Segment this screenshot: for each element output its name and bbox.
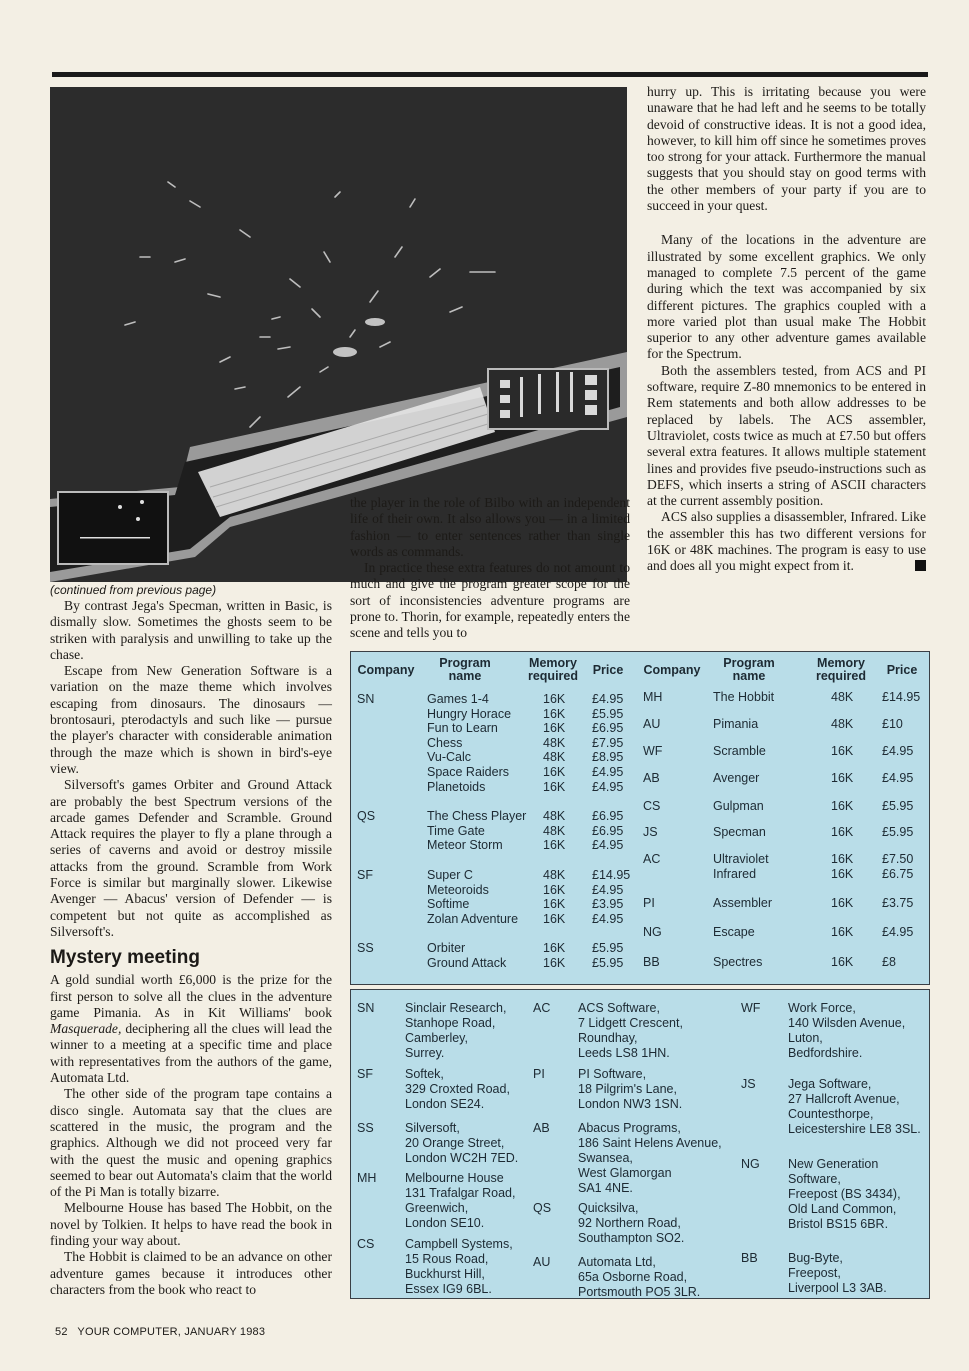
header-memory: Memory required (527, 656, 578, 683)
program-name: Infrared (713, 866, 757, 881)
article-paragraph: By contrast Jega's Specman, written in Basic, is dismally slow. Sometimes the ghosts seem to be striken with paralysis and unwilling to take up the chase. (50, 598, 332, 662)
address-line: Silversoft, (405, 1121, 460, 1135)
address-line: 7 Lidgett Crescent, (578, 1016, 683, 1030)
article-paragraph: Escape from New Generation Software is a variation on the maze theme which involves escaping from dinosaurs. The dinosaurs — brontosauri, pterodactyls and such like — pursue the player's character with considerable animation through the maze which is shown in bird's-eye view. (50, 663, 332, 776)
memory-required: 16K (543, 765, 566, 779)
address-line: SA1 4NE. (578, 1181, 633, 1195)
price: £7.95 (592, 735, 624, 750)
table-company-code: AC (643, 852, 661, 866)
address-line: 15 Rous Road, (405, 1252, 489, 1266)
address-line: 140 Wilsden Avenue, (788, 1016, 906, 1030)
address-line: West Glamorgan (578, 1166, 672, 1180)
address-line: Leeds LS8 1HN. (578, 1046, 670, 1060)
memory-required: 16K (831, 866, 854, 881)
address-line: 329 Croxted Road, (405, 1082, 510, 1096)
address-line: 92 Northern Road, (578, 1216, 681, 1230)
article-paragraph: ACS also supplies a disassembler, Infrared. Like the assembler this has two different versions for 16K or 48K machines. The program is easy to use and does all you might expect from it. (647, 509, 926, 574)
program-name: Games 1-4 (427, 692, 489, 706)
price: £4.95 (592, 911, 624, 926)
price: £5.95 (592, 941, 624, 955)
memory-required: 16K (831, 799, 854, 813)
price: £6.95 (592, 823, 624, 838)
memory-required: 16K (543, 882, 566, 897)
address-line: 131 Trafalgar Road, (405, 1186, 516, 1200)
right-column (647, 84, 926, 575)
price: £6.75 (882, 866, 914, 881)
program-name: Fun to Learn (427, 721, 498, 736)
memory-required: 16K (543, 838, 566, 853)
program-name: Avenger (713, 771, 760, 785)
address-line: London WC2H 7ED. (405, 1151, 519, 1165)
program-name: Ground Attack (427, 955, 507, 970)
address-line: Freepost, (788, 1266, 841, 1280)
address-company-code: PI (533, 1067, 545, 1081)
address-company-code: QS (533, 1201, 552, 1215)
address-company-code: MH (357, 1171, 377, 1185)
address-line: Bedfordshire. (788, 1046, 863, 1060)
header-program: Program name (723, 656, 775, 683)
address-line: 186 Saint Helens Avenue, (578, 1136, 722, 1150)
program-name: Super C (427, 868, 473, 882)
table-company-code: JS (643, 825, 658, 839)
price: £4.95 (882, 744, 914, 758)
header-price: Price (886, 663, 918, 677)
address-line: Softek, (405, 1067, 444, 1081)
address-company-code: WF (741, 1001, 761, 1015)
memory-required: 16K (543, 941, 566, 955)
price: £5.95 (592, 955, 624, 970)
address-line: Surrey. (405, 1046, 445, 1060)
address-line: London NW3 1SN. (578, 1097, 683, 1111)
header-memory: Memory required (815, 656, 866, 683)
program-name: Scramble (713, 744, 766, 758)
program-name: Assembler (713, 896, 773, 910)
article-paragraph: Many of the locations in the adventure are illustrated by some excellent graphics. We only managed to complete 7.5 percent of the game during which the text was accompanied by six different pictures. The graphics coupled with a more varied plot than usual make The Hobbit superior to any other adventure games available for the Spectrum. (647, 232, 926, 362)
memory-required: 48K (543, 823, 566, 838)
address-line: London SE10. (405, 1216, 485, 1230)
address-line: PI Software, (578, 1067, 647, 1081)
header-program: Program name (439, 656, 491, 683)
article-paragraph: The other side of the program tape contains a disco single. Automata say that the clues are scattered in the music, the program and the graphics. Although we did not proceed very far with the quest the music and opening graphics seemed to bear out Automata's claim that the world of the Pi Man is totally bizarre. (50, 1086, 332, 1200)
table-company-code: AU (643, 717, 661, 731)
address-company-code: AB (533, 1121, 550, 1135)
price: £10 (882, 717, 903, 731)
article-paragraph: hurry up. This is irritating because you were unaware that he had left and he seems to be totally devoid of constructive ideas. It is not a good idea, however, to kill him off since he sometimes proves too strong for your attack. Furthermore the manual suggests that you should stay on good terms with the other members of your party if you are to succeed in your quest. (647, 84, 926, 214)
memory-required: 16K (831, 771, 854, 785)
price: £6.95 (592, 809, 624, 823)
price: £4.95 (882, 771, 914, 785)
table-company-code: WF (643, 744, 663, 758)
price-table (350, 651, 930, 985)
article-paragraph: Silversoft's games Orbiter and Ground Attack are probably the best Spectrum versions of the arcade games Defender and Scramble. Ground Attack requires the player to fly a plane through a series of caverns and avoid or destroy missile attacks from the ground. Scramble from Work Force is similar but marginally slower. Likewise Avenger — Abacus' version of Defender — is competent but not quite as accomplished as Silversoft's. (50, 777, 332, 939)
address-line: 18 Pilgrim's Lane, (578, 1082, 677, 1096)
program-name: Meteoroids (427, 882, 489, 897)
table-company-code: CS (643, 799, 661, 813)
program-name: Chess (427, 735, 463, 750)
table-company-code: NG (643, 925, 662, 939)
memory-required: 16K (831, 896, 854, 910)
table-company-code: MH (643, 690, 663, 704)
address-line: Essex IG9 6BL. (405, 1282, 492, 1296)
program-name: Hungry Horace (427, 706, 512, 721)
address-line: Old Land Common, (788, 1202, 897, 1216)
program-name: Vu-Calc (427, 750, 471, 765)
program-name: Escape (713, 925, 755, 939)
book-title: Masquerade, (50, 1021, 122, 1037)
address-line: Bristol BS15 6BR. (788, 1217, 889, 1231)
page-number: 52 (55, 1326, 68, 1338)
article-paragraph: A gold sundial worth £6,000 is the prize for the first person to solve all the clues in the adventure game Pimania. As in Kit Williams' book Masquerade, deciphering all the clues will lead the winner to a meeting at a specific time and place with representatives from the authors of the game, Automata Ltd. (50, 972, 332, 1086)
price: £4.95 (592, 692, 624, 706)
address-line: 27 Hallcroft Avenue, (788, 1092, 900, 1106)
table-company-code: QS (357, 809, 376, 823)
header-price: Price (592, 663, 624, 677)
price: £3.75 (882, 896, 914, 910)
program-name: The Hobbit (713, 690, 775, 704)
table-company-code: PI (643, 896, 655, 910)
price: £7.50 (882, 852, 914, 866)
address-line: Southampton SO2. (578, 1231, 685, 1245)
memory-required: 16K (543, 955, 566, 970)
program-name: Spectres (713, 955, 763, 969)
price: £5.95 (882, 825, 914, 839)
address-company-code: AC (533, 1001, 551, 1015)
section-heading: Mystery meeting (50, 947, 200, 969)
address-line: Freepost (BS 3434), (788, 1187, 901, 1201)
address-line: Countesthorpe, (788, 1107, 874, 1121)
memory-required: 16K (831, 852, 854, 866)
address-line: Luton, (788, 1031, 823, 1045)
memory-required: 16K (543, 692, 566, 706)
magazine-issue: YOUR COMPUTER, JANUARY 1983 (77, 1326, 266, 1338)
address-line: Greenwich, (405, 1201, 469, 1215)
address-line: Sinclair Research, (405, 1001, 507, 1015)
memory-required: 16K (543, 897, 566, 912)
table-company-code: AB (643, 771, 660, 785)
address-line: Liverpool L3 3AB. (788, 1281, 887, 1295)
price: £8.95 (592, 750, 624, 765)
address-line: Leicestershire LE8 3SL. (788, 1122, 921, 1136)
table-company-code: SF (357, 868, 373, 882)
memory-required: 16K (831, 925, 854, 939)
address-line: Bug-Byte, (788, 1251, 843, 1265)
memory-required: 16K (831, 955, 854, 969)
address-line: 20 Orange Street, (405, 1136, 505, 1150)
program-name: Ultraviolet (713, 852, 769, 866)
program-name: Meteor Storm (427, 838, 503, 853)
address-line: Quicksilva, (578, 1201, 639, 1215)
header-company: Company (357, 663, 415, 677)
price: £5.95 (882, 799, 914, 813)
memory-required: 48K (831, 690, 854, 704)
address-line: Melbourne House (405, 1171, 504, 1185)
price: £8 (882, 955, 896, 969)
memory-required: 16K (831, 825, 854, 839)
program-name: Softime (427, 897, 470, 912)
continued-caption: (continued from previous page) (50, 583, 217, 597)
price: £4.95 (592, 765, 624, 779)
program-name: Planetoids (427, 779, 486, 794)
memory-required: 48K (543, 868, 566, 882)
address-company-code: SS (357, 1121, 374, 1135)
program-name: The Chess Player (427, 809, 527, 823)
article-paragraph: Both the assemblers tested, from ACS and PI software, require Z-80 mnemonics to be entered in Rem statements and both allow addresses to be replaced by labels. The ACS assembler, Ultraviolet, costs twice as much at £7.50 but offers several extra features. It allows multiple statement lines and provides five pseudo-instructions such as DEFS, which inserts a string of ASCII characters at the current assembly position. (647, 362, 926, 509)
price: £6.95 (592, 721, 624, 736)
article-paragraph: the player in the role of Bilbo with an independent life of their own. It also allows you — in a limited fashion — to enter sentences rather than single words as commands. (350, 495, 630, 559)
table-company-code: SS (357, 941, 374, 955)
article-paragraph: Melbourne House has based The Hobbit, on the novel by Tolkien. It helps to have read the book in finding your way about. (50, 1200, 332, 1248)
article-paragraph: In practice these extra features do not amount to much and give the program greater scope for the sort of inconsistencies adventure programs are prone to. Thorin, for example, repeatedly enters the scene and tells you to (350, 560, 630, 641)
address-line: Buckhurst Hill, (405, 1267, 485, 1281)
memory-required: 16K (543, 721, 566, 736)
left-column (50, 583, 332, 1298)
address-line: Abacus Programs, (578, 1121, 681, 1135)
header-company: Company (643, 663, 701, 677)
address-company-code: NG (741, 1157, 760, 1171)
address-line: Portsmouth PO5 3LR. (578, 1285, 701, 1299)
memory-required: 48K (543, 750, 566, 765)
address-line: ACS Software, (578, 1001, 660, 1015)
address-list (350, 989, 930, 1299)
address-company-code: AU (533, 1255, 551, 1269)
price: £4.95 (592, 882, 624, 897)
end-of-article-mark (915, 560, 926, 571)
address-company-code: BB (741, 1251, 758, 1265)
top-rule (52, 72, 928, 77)
program-name: Time Gate (427, 823, 485, 838)
program-name: Space Raiders (427, 765, 509, 779)
address-line: Camberley, (405, 1031, 468, 1045)
memory-required: 16K (543, 706, 566, 721)
address-line: Stanhope Road, (405, 1016, 496, 1030)
page-footer (55, 1326, 265, 1338)
price: £4.95 (882, 925, 914, 939)
address-line: London SE24. (405, 1097, 485, 1111)
table-company-code: BB (643, 955, 660, 969)
program-name: Specman (713, 825, 766, 839)
program-name: Pimania (713, 717, 759, 731)
memory-required: 48K (831, 717, 854, 731)
address-line: Automata Ltd, (578, 1255, 656, 1269)
memory-required: 16K (543, 911, 566, 926)
price: £14.95 (882, 690, 921, 704)
address-company-code: JS (741, 1077, 756, 1091)
memory-required: 48K (543, 809, 566, 823)
program-name: Zolan Adventure (427, 911, 519, 926)
address-line: 65a Osborne Road, (578, 1270, 688, 1284)
price: £14.95 (592, 868, 631, 882)
table-company-code: SN (357, 692, 375, 706)
program-name: Gulpman (713, 799, 764, 813)
address-line: Roundhay, (578, 1031, 638, 1045)
program-name: Orbiter (427, 941, 466, 955)
address-line: Work Force, (788, 1001, 856, 1015)
article-paragraph: The Hobbit is claimed to be an advance on other adventure games because it introduces other characters from the book who react to (50, 1249, 332, 1297)
address-line: New Generation (788, 1157, 879, 1171)
address-line: Jega Software, (788, 1077, 872, 1091)
memory-required: 16K (831, 744, 854, 758)
memory-required: 16K (543, 779, 566, 794)
price: £4.95 (592, 779, 624, 794)
address-company-code: CS (357, 1237, 375, 1251)
address-company-code: SN (357, 1001, 375, 1015)
address-line: Campbell Systems, (405, 1237, 513, 1251)
memory-required: 48K (543, 735, 566, 750)
price: £3.95 (592, 897, 624, 912)
address-line: Swansea, (578, 1151, 633, 1165)
address-line: Software, (788, 1172, 841, 1186)
price: £5.95 (592, 706, 624, 721)
address-company-code: SF (357, 1067, 373, 1081)
middle-column (350, 495, 630, 642)
price: £4.95 (592, 838, 624, 853)
